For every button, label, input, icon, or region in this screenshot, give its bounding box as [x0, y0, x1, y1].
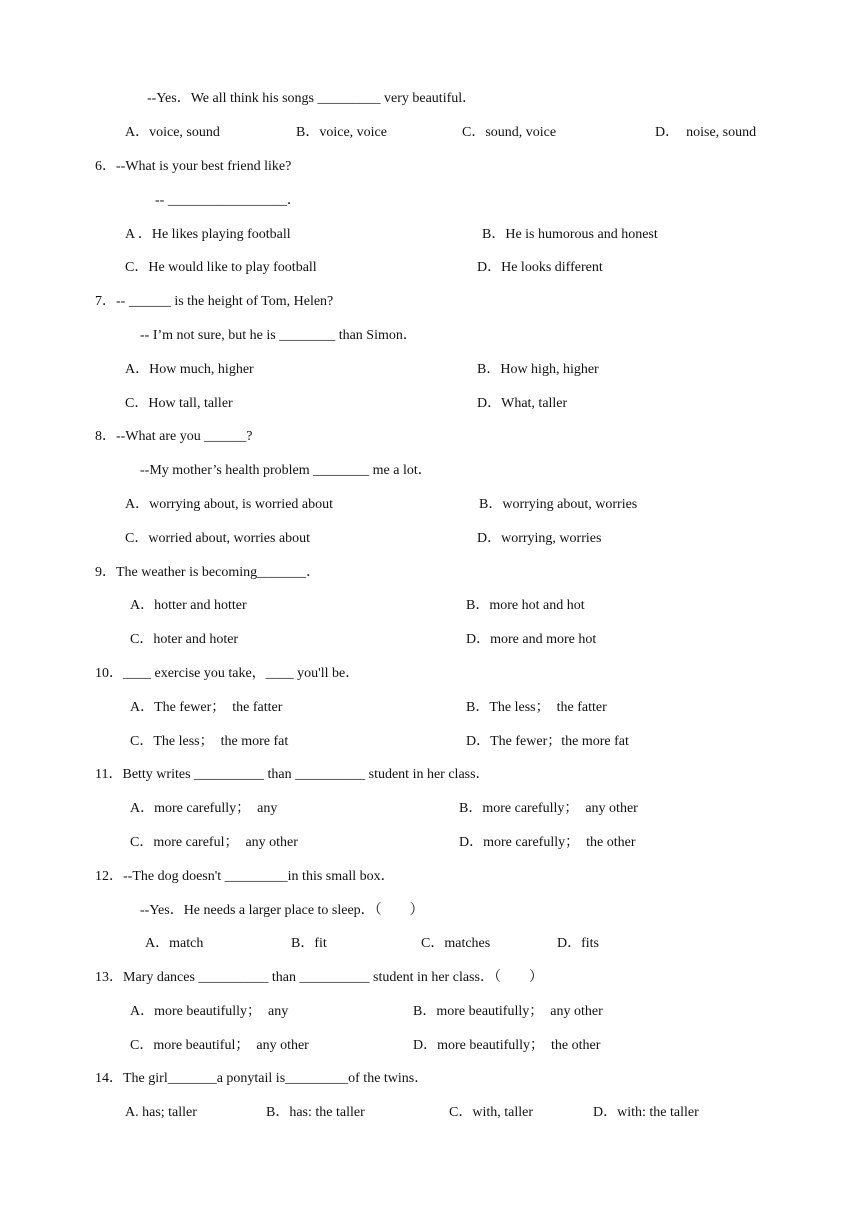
q5-option-c: C．sound, voice: [462, 125, 557, 140]
q8-option-b: B．worrying about, worries: [479, 497, 638, 512]
q14-option-c: C．with, taller: [449, 1105, 533, 1120]
q6-stem: 6．--What is your best friend like?: [95, 159, 292, 174]
q6-option-a: A ．He likes playing football: [125, 227, 291, 242]
q8-option-a: A．worrying about, is worried about: [125, 497, 334, 512]
q9-option-d: D．more and more hot: [466, 632, 597, 647]
q12-option-c: C．matches: [421, 936, 491, 951]
q9-option-c: C．hoter and hoter: [130, 632, 239, 647]
q7-answer-line: -- I’m not sure, but he is ________ than Simon．: [140, 328, 417, 343]
q7-option-d: D．What, taller: [477, 396, 568, 411]
q14-option-b: B．has: the taller: [266, 1105, 365, 1120]
q14-stem: 14．The girl_______a ponytail is_________of the twins．: [95, 1071, 429, 1086]
q13-option-c: C．more beautiful； any other: [130, 1038, 309, 1053]
q6-answer-line: -- _________________．: [155, 193, 301, 208]
q9-stem: 9．The weather is becoming_______．: [95, 565, 321, 580]
q14-option-a: A. has; taller: [125, 1105, 197, 1120]
q5-option-b: B．voice, voice: [296, 125, 387, 140]
q10-option-b: B．The less； the fatter: [466, 700, 607, 715]
q12-option-a: A．match: [145, 936, 204, 951]
q10-option-a: A．The fewer； the fatter: [130, 700, 283, 715]
q11-option-b: B．more carefully； any other: [459, 801, 638, 816]
q10-option-c: C．The less； the more fat: [130, 734, 289, 749]
q8-stem: 8．--What are you ______?: [95, 429, 253, 444]
q8-option-c: C．worried about, worries about: [125, 531, 311, 546]
q5-answer-line: --Yes．We all think his songs _________ very beautiful．: [147, 91, 477, 106]
q7-option-c: C．How tall, taller: [125, 396, 233, 411]
q12-option-b: B．fit: [291, 936, 327, 951]
q13-option-d: D．more beautifully； the other: [413, 1038, 601, 1053]
q11-option-a: A．more carefully； any: [130, 801, 278, 816]
q6-option-d: D．He looks different: [477, 260, 603, 275]
q10-stem: 10．____ exercise you take，____ you'll be．: [95, 666, 360, 681]
q11-stem: 11．Betty writes __________ than __________ student in her class．: [95, 767, 490, 782]
q14-option-d: D．with: the taller: [593, 1105, 699, 1120]
q5-option-d: D． noise, sound: [655, 125, 757, 140]
q12-answer-line: --Yes．He needs a larger place to sleep．（ ）: [140, 903, 424, 918]
q6-option-c: C．He would like to play football: [125, 260, 317, 275]
q7-option-a: A．How much, higher: [125, 362, 254, 377]
q11-option-c: C．more careful； any other: [130, 835, 298, 850]
q10-option-d: D．The fewer；the more fat: [466, 734, 629, 749]
q12-stem: 12．--The dog doesn't _________in this small box．: [95, 869, 395, 884]
q11-option-d: D．more carefully； the other: [459, 835, 636, 850]
q13-option-a: A．more beautifully； any: [130, 1004, 289, 1019]
q6-option-b: B．He is humorous and honest: [482, 227, 658, 242]
q7-stem: 7．-- ______ is the height of Tom, Helen?: [95, 294, 334, 309]
q7-option-b: B．How high, higher: [477, 362, 599, 377]
q9-option-b: B．more hot and hot: [466, 598, 585, 613]
q5-option-a: A．voice, sound: [125, 125, 220, 140]
q13-stem: 13．Mary dances __________ than __________ student in her class．（ ）: [95, 970, 543, 985]
q8-option-d: D．worrying, worries: [477, 531, 602, 546]
q8-answer-line: --My mother’s health problem ________ me a lot．: [140, 463, 432, 478]
q13-option-b: B．more beautifully； any other: [413, 1004, 603, 1019]
q9-option-a: A．hotter and hotter: [130, 598, 247, 613]
q12-option-d: D．fits: [557, 936, 599, 951]
